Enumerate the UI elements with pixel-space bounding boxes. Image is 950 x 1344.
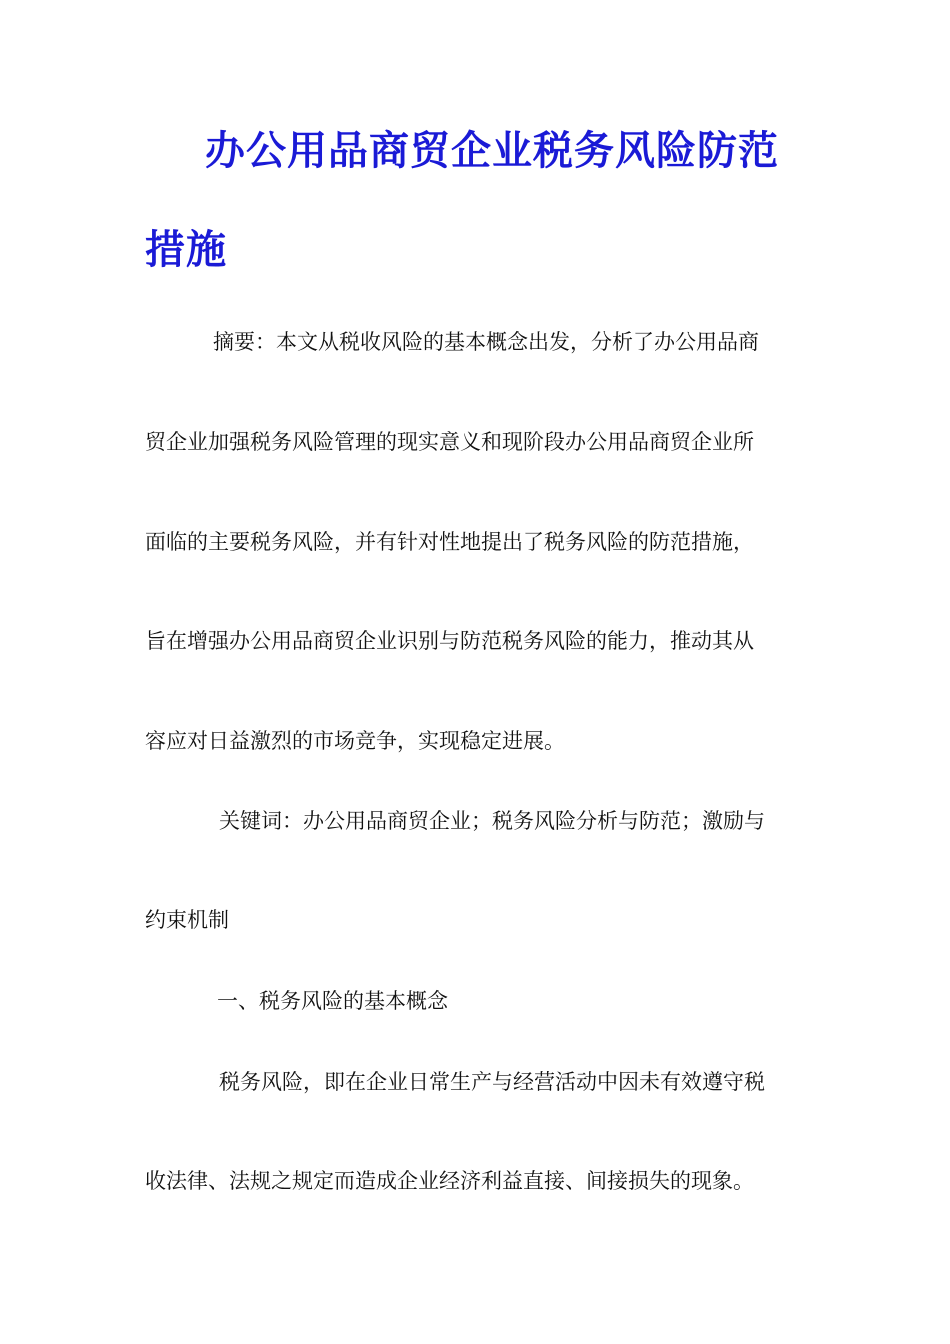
keywords-line: 关键词：办公用品商贸企业；税务风险分析与防范；激励与	[219, 809, 765, 833]
keywords-line: 约束机制	[145, 908, 229, 932]
abstract-line: 旨在增强办公用品商贸企业识别与防范税务风险的能力，推动其从	[145, 629, 754, 653]
abstract-line: 容应对日益激烈的市场竞争，实现稳定进展。	[145, 729, 565, 753]
document-title-line-2: 措施	[145, 226, 227, 273]
abstract-line: 面临的主要税务风险，并有针对性地提出了税务风险的防范措施，	[145, 530, 754, 554]
body-line: 收法律、法规之规定而造成企业经济利益直接、间接损失的现象。	[145, 1169, 754, 1193]
body-line: 税务风险，即在企业日常生产与经营活动中因未有效遵守税	[219, 1070, 765, 1094]
abstract-line: 贸企业加强税务风险管理的现实意义和现阶段办公用品商贸企业所	[145, 430, 754, 454]
document-title-line-1: 办公用品商贸企业税务风险防范	[205, 127, 779, 174]
section-heading: 一、税务风险的基本概念	[217, 989, 448, 1013]
abstract-line: 摘要：本文从税收风险的基本概念出发，分析了办公用品商	[213, 330, 759, 354]
